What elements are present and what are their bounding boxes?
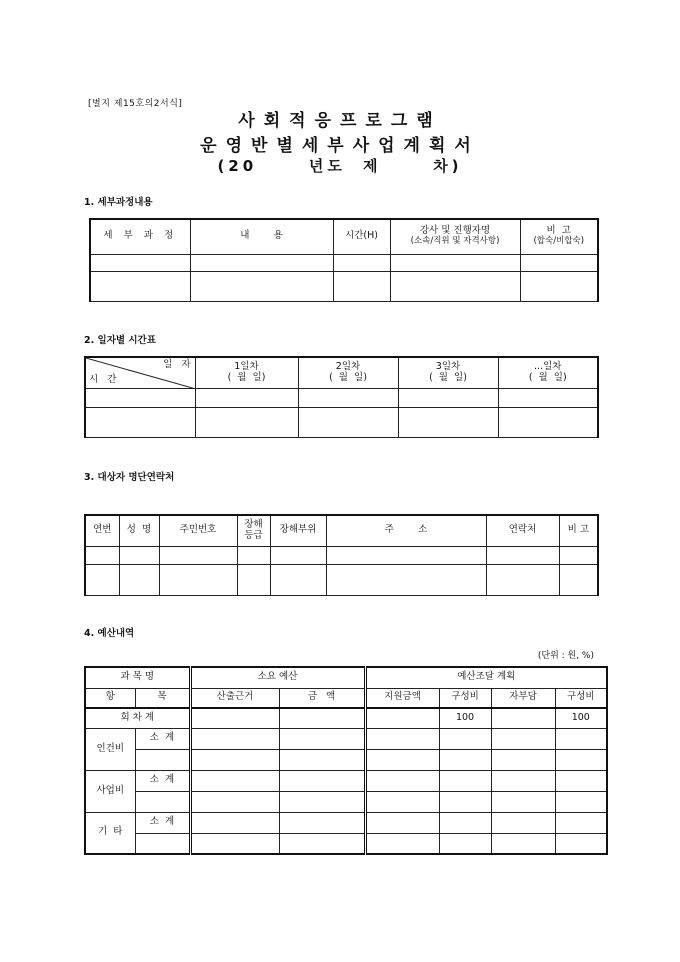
- table-row: [90, 271, 598, 301]
- col-no: 연번: [85, 515, 119, 546]
- table-cell[interactable]: [439, 749, 491, 770]
- table-row: [85, 728, 607, 749]
- day-label: ...일차: [534, 360, 562, 372]
- day-label: 2일차: [335, 360, 361, 372]
- table-cell[interactable]: [119, 564, 159, 595]
- table-cell[interactable]: [365, 749, 439, 770]
- table-cell[interactable]: [439, 812, 491, 833]
- table-row: [90, 254, 598, 271]
- document-title: 사회적응프로그램: [238, 111, 442, 131]
- table-cell[interactable]: [298, 407, 398, 437]
- subtotal-label: 소 계: [135, 812, 190, 833]
- subtotal-label: 소 계: [135, 770, 190, 791]
- table-cell[interactable]: [390, 254, 520, 271]
- day-sub: ( 월 일): [528, 371, 567, 383]
- table-cell[interactable]: [135, 833, 190, 854]
- table-cell[interactable]: [491, 812, 555, 833]
- table-cell[interactable]: [270, 546, 326, 564]
- table-cell[interactable]: [520, 254, 598, 271]
- col-id: 주민번호: [159, 515, 237, 546]
- col-note: 비 고: [559, 515, 598, 546]
- participant-table: [84, 514, 599, 596]
- day-label: 3일차: [435, 360, 461, 372]
- col-part: 장해부위: [270, 515, 326, 546]
- table-cell[interactable]: [498, 407, 598, 437]
- table-cell[interactable]: [555, 791, 607, 812]
- table-cell[interactable]: [491, 791, 555, 812]
- table-cell[interactable]: [555, 749, 607, 770]
- table-cell[interactable]: [119, 546, 159, 564]
- total-label: 회 차 계: [85, 708, 190, 728]
- table-cell[interactable]: [326, 564, 486, 595]
- table-row: [85, 564, 598, 595]
- col-note: [520, 219, 598, 254]
- table-cell[interactable]: [398, 407, 498, 437]
- category-other: 기 타: [85, 812, 135, 854]
- table-cell[interactable]: [270, 564, 326, 595]
- table-cell[interactable]: [190, 271, 333, 301]
- table-cell[interactable]: [159, 564, 237, 595]
- section3-heading: 3. 대상자 명단연락처: [84, 472, 175, 483]
- table-cell[interactable]: [190, 728, 279, 749]
- table-cell[interactable]: [195, 407, 298, 437]
- table-cell[interactable]: [491, 708, 555, 728]
- total-row: [85, 708, 607, 728]
- table-cell[interactable]: [491, 770, 555, 791]
- table-cell[interactable]: [190, 254, 333, 271]
- table-cell[interactable]: [90, 271, 190, 301]
- col-ratio2: 구성비: [555, 688, 607, 708]
- table-cell[interactable]: [559, 546, 598, 564]
- document-period: (20 년도 제 차): [217, 157, 463, 175]
- day-header-4: [498, 357, 598, 388]
- document-subtitle: 운영반별세부사업계획서: [200, 136, 480, 156]
- table-cell[interactable]: [135, 749, 190, 770]
- table-cell[interactable]: [365, 708, 439, 728]
- table-cell[interactable]: [85, 546, 119, 564]
- day-sub: ( 월 일): [429, 371, 467, 383]
- col-grade: [237, 515, 270, 546]
- table-cell[interactable]: [190, 770, 279, 791]
- col-self: 자부담: [491, 688, 555, 708]
- day-header-1: [195, 357, 298, 388]
- table-cell[interactable]: [555, 770, 607, 791]
- table-cell[interactable]: [279, 812, 365, 833]
- table-cell[interactable]: [279, 791, 365, 812]
- col-note-line2: (합숙/비합숙): [533, 236, 585, 247]
- table-cell[interactable]: [491, 728, 555, 749]
- total-ratio2: 100: [555, 708, 607, 728]
- corner-time: 시 간: [89, 373, 117, 385]
- schedule-table: [84, 356, 599, 438]
- table-cell[interactable]: [135, 791, 190, 812]
- col-name: 성 명: [119, 515, 159, 546]
- day-label: 1일차: [234, 360, 259, 372]
- corner-cell: [85, 357, 195, 388]
- table-cell[interactable]: [365, 833, 439, 854]
- table-cell[interactable]: [365, 791, 439, 812]
- col-support: 지원금액: [365, 688, 439, 708]
- col-detail: 목: [135, 688, 190, 708]
- table-cell[interactable]: [333, 254, 390, 271]
- col-procure: 예산조달 계획: [365, 667, 607, 688]
- day-sub: ( 월 일): [227, 371, 266, 383]
- col-item: 항: [85, 688, 135, 708]
- table-cell[interactable]: [555, 812, 607, 833]
- table-cell[interactable]: [439, 728, 491, 749]
- table-cell[interactable]: [439, 770, 491, 791]
- subtotal-label: 소 계: [135, 728, 190, 749]
- col-course: 세 부 과 정: [90, 219, 190, 254]
- table-cell[interactable]: [298, 388, 398, 407]
- col-instructor: [390, 219, 520, 254]
- form-number: [별지 제15호의2서식]: [88, 99, 183, 109]
- section2-heading: 2. 일자별 시간표: [84, 335, 156, 346]
- day-sub: ( 월 일): [329, 371, 367, 383]
- table-cell[interactable]: [498, 388, 598, 407]
- table-cell[interactable]: [237, 564, 270, 595]
- table-cell[interactable]: [486, 546, 559, 564]
- table-cell[interactable]: [491, 833, 555, 854]
- table-row: [85, 388, 598, 407]
- table-cell[interactable]: [365, 728, 439, 749]
- col-instructor-line1: 강사 및 진행자명: [419, 225, 491, 237]
- category-personnel: 인건비: [85, 728, 135, 770]
- table-cell[interactable]: [279, 749, 365, 770]
- table-cell[interactable]: [190, 791, 279, 812]
- table-cell[interactable]: [159, 546, 237, 564]
- table-row: [85, 546, 598, 564]
- col-address: 주 소: [326, 515, 486, 546]
- col-contact: 연락처: [486, 515, 559, 546]
- col-grade-line2: 등급: [244, 529, 263, 541]
- table-cell[interactable]: [85, 388, 195, 407]
- day-header-2: [298, 357, 398, 388]
- table-cell[interactable]: [190, 708, 279, 728]
- table-row: [85, 833, 607, 854]
- table-cell[interactable]: [279, 708, 365, 728]
- table-row: [85, 770, 607, 791]
- table-cell[interactable]: [85, 564, 119, 595]
- col-amount: 금 액: [279, 688, 365, 708]
- table-row: [85, 749, 607, 770]
- table-row: [85, 791, 607, 812]
- table-cell[interactable]: [491, 749, 555, 770]
- table-cell[interactable]: [333, 271, 390, 301]
- table-cell[interactable]: [439, 833, 491, 854]
- corner-date: 일 자: [163, 359, 191, 370]
- col-note-line1: 비 고: [546, 225, 571, 237]
- table-cell[interactable]: [390, 271, 520, 301]
- col-instructor-line2: (소속/직위 및 자격사항): [410, 236, 500, 247]
- col-ratio1: 구성비: [439, 688, 491, 708]
- table-cell[interactable]: [195, 388, 298, 407]
- course-table: [89, 218, 599, 302]
- table-cell[interactable]: [486, 564, 559, 595]
- table-cell[interactable]: [439, 791, 491, 812]
- unit-label: (단위 : 원, %): [537, 651, 594, 661]
- col-hours: 시간(H): [333, 219, 390, 254]
- total-ratio1: 100: [439, 708, 491, 728]
- budget-table: [84, 666, 608, 855]
- day-header-3: [398, 357, 498, 388]
- table-cell[interactable]: [555, 833, 607, 854]
- table-cell[interactable]: [190, 749, 279, 770]
- table-cell[interactable]: [555, 728, 607, 749]
- table-cell[interactable]: [190, 812, 279, 833]
- table-cell[interactable]: [237, 546, 270, 564]
- table-cell[interactable]: [326, 546, 486, 564]
- table-cell[interactable]: [365, 770, 439, 791]
- table-cell[interactable]: [90, 254, 190, 271]
- table-cell[interactable]: [520, 271, 598, 301]
- col-basis: 산출근거: [190, 688, 279, 708]
- table-cell[interactable]: [279, 833, 365, 854]
- table-row: [85, 407, 598, 437]
- table-cell[interactable]: [365, 812, 439, 833]
- section4-heading: 4. 예산내역: [84, 628, 135, 639]
- col-grade-line1: 장해: [244, 518, 263, 530]
- section1-heading: 1. 세부과정내용: [84, 197, 153, 208]
- category-business: 사업비: [85, 770, 135, 812]
- col-subject: 과 목 명: [85, 667, 190, 688]
- table-cell[interactable]: [398, 388, 498, 407]
- table-cell[interactable]: [559, 564, 598, 595]
- table-cell[interactable]: [85, 407, 195, 437]
- table-cell[interactable]: [279, 728, 365, 749]
- table-cell[interactable]: [190, 833, 279, 854]
- col-required: 소요 예산: [190, 667, 365, 688]
- table-row: [85, 812, 607, 833]
- table-cell[interactable]: [279, 770, 365, 791]
- col-content: 내 용: [190, 219, 333, 254]
